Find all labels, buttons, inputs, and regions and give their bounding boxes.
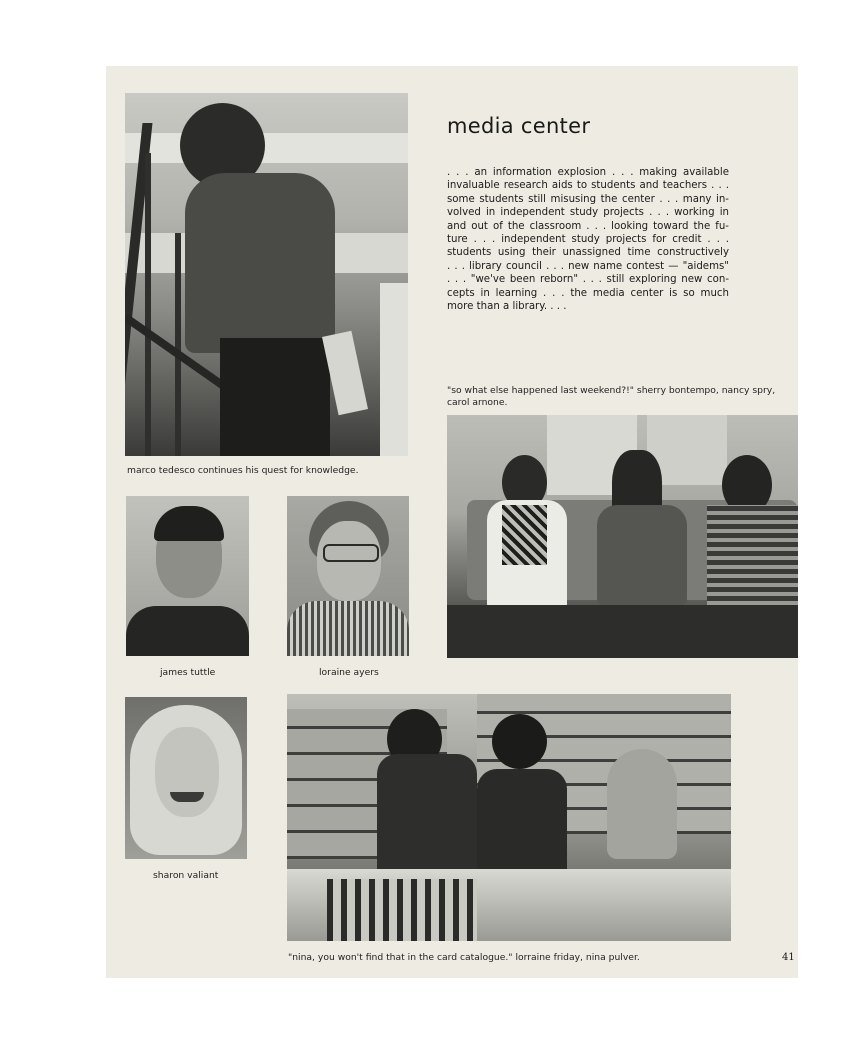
photo-sharon-valiant [125, 697, 247, 859]
body-line: students using their unassigned time constructively [447, 247, 729, 259]
body-line: ture . . . independent study projects for credit . . . [447, 234, 729, 246]
caption-weekend [447, 385, 775, 409]
photo-loraine-ayers [287, 496, 409, 656]
caption-library: "nina, you won't find that in the card catalogue." lorraine friday, nina pulver. [288, 952, 640, 963]
body-line: cepts in learning . . . the media center is so much [447, 287, 729, 299]
caption-sharon-valiant: sharon valiant [153, 870, 219, 881]
photo-james-tuttle [126, 496, 249, 656]
photo-three-students [447, 415, 798, 658]
body-line: some students still misusing the center . . . many in- [447, 193, 729, 205]
caption-weekend-line: "so what else happened last weekend?!" sherry bontempo, nancy spry, [447, 385, 776, 396]
body-line: . . . library council . . . new name contest — "aidems" [447, 260, 729, 272]
page-title: media center [447, 114, 591, 138]
body-line: more than a library. . . . [447, 301, 567, 313]
body-line: invaluable research aids to students and teachers . . . [447, 180, 729, 192]
page-number: 41 [782, 952, 795, 963]
caption-marco: marco tedesco continues his quest for knowledge. [127, 465, 359, 476]
photo-marco-tedesco [125, 93, 408, 456]
caption-loraine-ayers: loraine ayers [319, 667, 379, 678]
body-line: . . . "we've been reborn" . . . still exploring new con- [447, 274, 729, 286]
photo-library-card-catalogue [287, 694, 731, 941]
caption-weekend-line: carol arnone. [447, 397, 508, 408]
body-line: . . . an information explosion . . . making available [447, 167, 729, 178]
body-line: volved in independent study projects . . . working in [447, 207, 729, 219]
article-body [447, 166, 729, 313]
caption-james-tuttle: james tuttle [160, 667, 216, 678]
body-line: and out of the classroom . . . looking toward the fu- [447, 220, 729, 232]
